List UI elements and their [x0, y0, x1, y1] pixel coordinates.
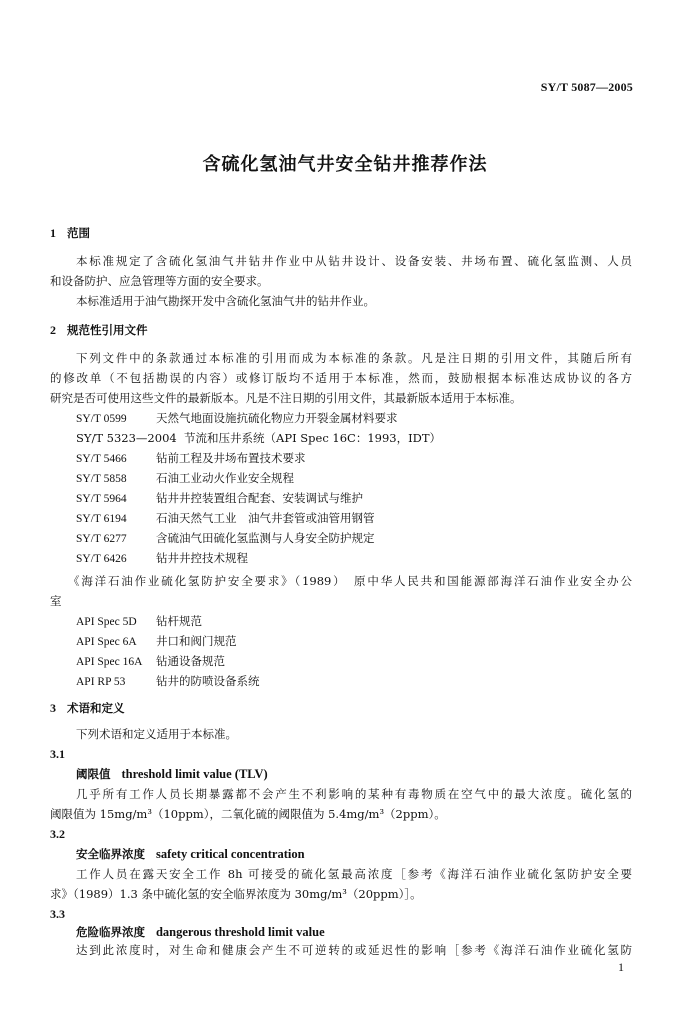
reference-item: SY/T 6194 石油天然气工业 油气井套管或油管用钢管 [76, 511, 375, 525]
clause-3-1-term: 阈限值 threshold limit value (TLV) [76, 767, 268, 781]
section-3-intro: 下列术语和定义适用于本标准。 [76, 727, 237, 741]
reference-item: SY/T 5858 石油工业动火作业安全规程 [76, 471, 294, 485]
reference-item: SY/T 0599 天然气地面设施抗硫化物应力开裂金属材料要求 [76, 411, 398, 425]
section-1-para-2: 本标准适用于油气勘探开发中含硫化氢油气井的钻井作业。 [76, 294, 375, 308]
reference-item: SY/T 6277 含硫油气田硫化氢监测与人身安全防护规定 [76, 531, 375, 545]
document-title: 含硫化氢油气井安全钻井推荐作法 [202, 154, 488, 175]
section-2-heading: 2 规范性引用文件 [50, 323, 148, 337]
clause-3-3-term: 危险临界浓度 dangerous threshold limit value [76, 925, 325, 939]
standard-code: SY/T 5087—2005 [540, 80, 633, 94]
reference-item: SY/T 5323—2004 节流和压井系统（API Spec 16C：1993，IDT） [76, 431, 442, 445]
clause-3-2-term: 安全临界浓度 safety critical concentration [76, 847, 305, 861]
clause-3-3-number: 3.3 [50, 907, 65, 921]
offshore-reference-line-2: 室 [50, 594, 62, 608]
clause-3-1-definition-line-1: 几乎所有工作人员长期暴露都不会产生不利影响的某种有毒物质在空气中的最大浓度。硫化氢的 [76, 787, 632, 801]
clause-3-3-definition-line-1: 达到此浓度时，对生命和健康会产生不可逆转的或延迟性的影响［参考《海洋石油作业硫化氢防 [76, 943, 632, 957]
section-2-para-line-1: 下列文件中的条款通过本标准的引用而成为本标准的条款。凡是注日期的引用文件，其随后所有 [76, 351, 632, 365]
api-reference-item: API Spec 16A 钻通设备规范 [76, 654, 225, 668]
section-1-para-1-line-1: 本标准规定了含硫化氢油气井钻井作业中从钻井设计、设备安装、井场布置、硫化氢监测、人员 [76, 254, 632, 268]
api-reference-item: API Spec 6A 井口和阀门规范 [76, 634, 237, 648]
offshore-reference-line-1: 《海洋石油作业硫化氢防护安全要求》（1989） 原中华人民共和国能源部海洋石油作业安全办公 [68, 574, 632, 588]
section-2-para-line-2: 的修改单（不包括勘误的内容）或修订版均不适用于本标准，然而，鼓励根据本标准达成协议的各方 [50, 371, 632, 385]
section-1-para-1-line-2: 和设备防护、应急管理等方面的安全要求。 [50, 274, 269, 288]
clause-3-2-definition-line-2: 求》（1989）1.3 条中硫化氢的安全临界浓度为 30mg/m³（20ppm）］。 [50, 887, 422, 901]
clause-3-1-definition-line-2: 阈限值为 15mg/m³（10ppm），二氧化硫的阈限值为 5.4mg/m³（2ppm）。 [50, 807, 446, 821]
reference-item: SY/T 5964 钻井井控装置组合配套、安装调试与维护 [76, 491, 363, 505]
clause-3-2-definition-line-1: 工作人员在露天安全工作 8h 可接受的硫化氢最高浓度［参考《海洋石油作业硫化氢防护安全要 [76, 867, 632, 881]
clause-3-2-number: 3.2 [50, 827, 65, 841]
reference-item: SY/T 6426 钻井井控技术规程 [76, 551, 248, 565]
clause-3-1-number: 3.1 [50, 747, 65, 761]
page-number: 1 [618, 960, 624, 974]
section-1-heading: 1 范围 [50, 226, 90, 240]
section-2-para-line-3: 研究是否可使用这些文件的最新版本。凡是不注日期的引用文件，其最新版本适用于本标准。 [50, 391, 522, 405]
api-reference-item: API Spec 5D 钻杆规范 [76, 614, 202, 628]
section-3-heading: 3 术语和定义 [50, 701, 125, 715]
reference-item: SY/T 5466 钻前工程及井场布置技术要求 [76, 451, 306, 465]
api-reference-item: API RP 53 钻井的防喷设备系统 [76, 674, 260, 688]
